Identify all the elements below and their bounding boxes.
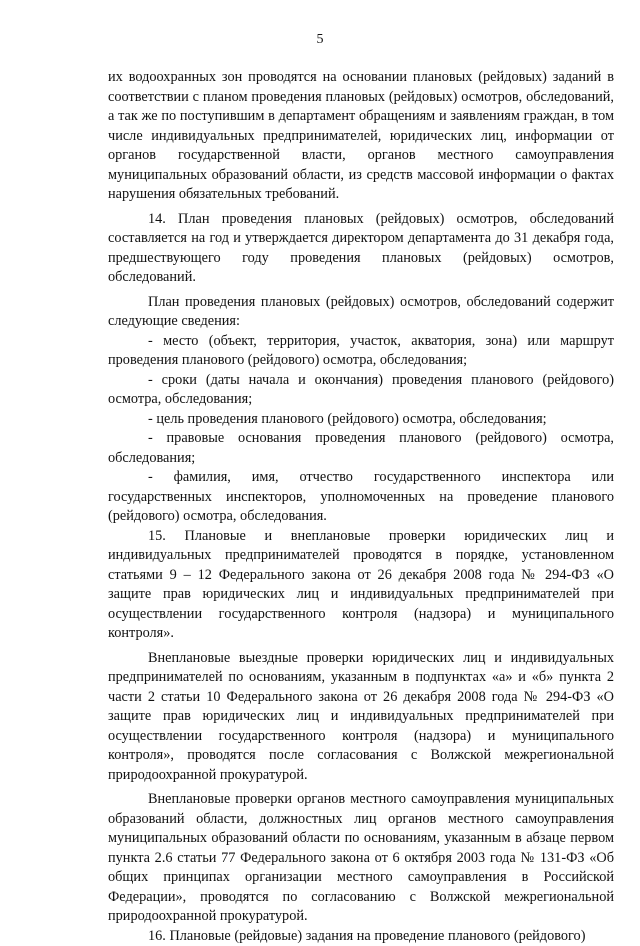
- paragraph-continuation: их водоохранных зон проводятся на основании плановых (рейдовых) заданий в соответствии с планом проведения плановых (рейдовых) осмотров, обследований, а так же по поступившим в департамент обращениям и заявлениям граждан, в том числе индивидуальных предпринимателей, юридических лиц, информации от органов государственной власти, органов местного самоуправления муниципальных образований области, из средств массовой информации о фактах нарушения обязательных требований.: [108, 68, 614, 205]
- page-number: 5: [0, 30, 640, 50]
- list-item-inspector: - фамилия, имя, отчество государственного инспектора или государственных инспекторов, уполномоченных на проведение планового (рейдового) осмотра, обследования.: [108, 468, 614, 527]
- paragraph-15: 15. Плановые и внеплановые проверки юридических лиц и индивидуальных предпринимателей проводятся в порядке, установленном статьями 9 – 12 Федерального закона от 26 декабря 2008 года № 294-ФЗ «О защите прав юридических лиц и индивидуальных предпринимателей при осуществлении государственного контроля (надзора) и муниципального контроля».: [108, 527, 614, 644]
- paragraph-14: 14. План проведения плановых (рейдовых) осмотров, обследований составляется на год и утверждается директором департамента до 31 декабря года, предшествующего году проведения плановых (рейдовых) осмотров, обследований.: [108, 210, 614, 288]
- list-item-legal-grounds: - правовые основания проведения планового (рейдового) осмотра, обследования;: [108, 429, 614, 468]
- list-item-purpose: - цель проведения планового (рейдового) осмотра, обследования;: [108, 410, 614, 430]
- paragraph-16: 16. Плановые (рейдовые) задания на проведение планового (рейдового): [108, 927, 614, 946]
- paragraph-plan-contents: План проведения плановых (рейдовых) осмотров, обследований содержит следующие сведения:: [108, 293, 614, 332]
- paragraph-unscheduled-inspections: Внеплановые выездные проверки юридических лиц и индивидуальных предпринимателей по основаниям, указанным в подпунктах «а» и «б» пункта 2 части 2 статьи 10 Федерального закона от 26 декабря 2008 года № 294-ФЗ «О защите прав юридических лиц и индивидуальных предпринимателей при осуществлении государственного контроля (надзора) и муниципального контроля», проводятся после согласования с Волжской межрегиональной природоохранной прокуратурой.: [108, 649, 614, 786]
- document-body: [108, 68, 614, 946]
- paragraph-local-government-inspections: Внеплановые проверки органов местного самоуправления муниципальных образований области, должностных лиц органов местного самоуправления муниципальных образований области по основаниям, указанным в абзаце первом пункта 2.6 статьи 77 Федерального закона от 6 октября 2003 года № 131-ФЗ «Об общих принципах организации местного самоуправления в Российской Федерации», проводятся по согласованию с Волжской межрегиональной природоохранной прокуратурой.: [108, 790, 614, 927]
- list-item-dates: - сроки (даты начала и окончания) проведения планового (рейдового) осмотра, обследования;: [108, 371, 614, 410]
- list-item-place: - место (объект, территория, участок, акватория, зона) или маршрут проведения планового (рейдового) осмотра, обследования;: [108, 332, 614, 371]
